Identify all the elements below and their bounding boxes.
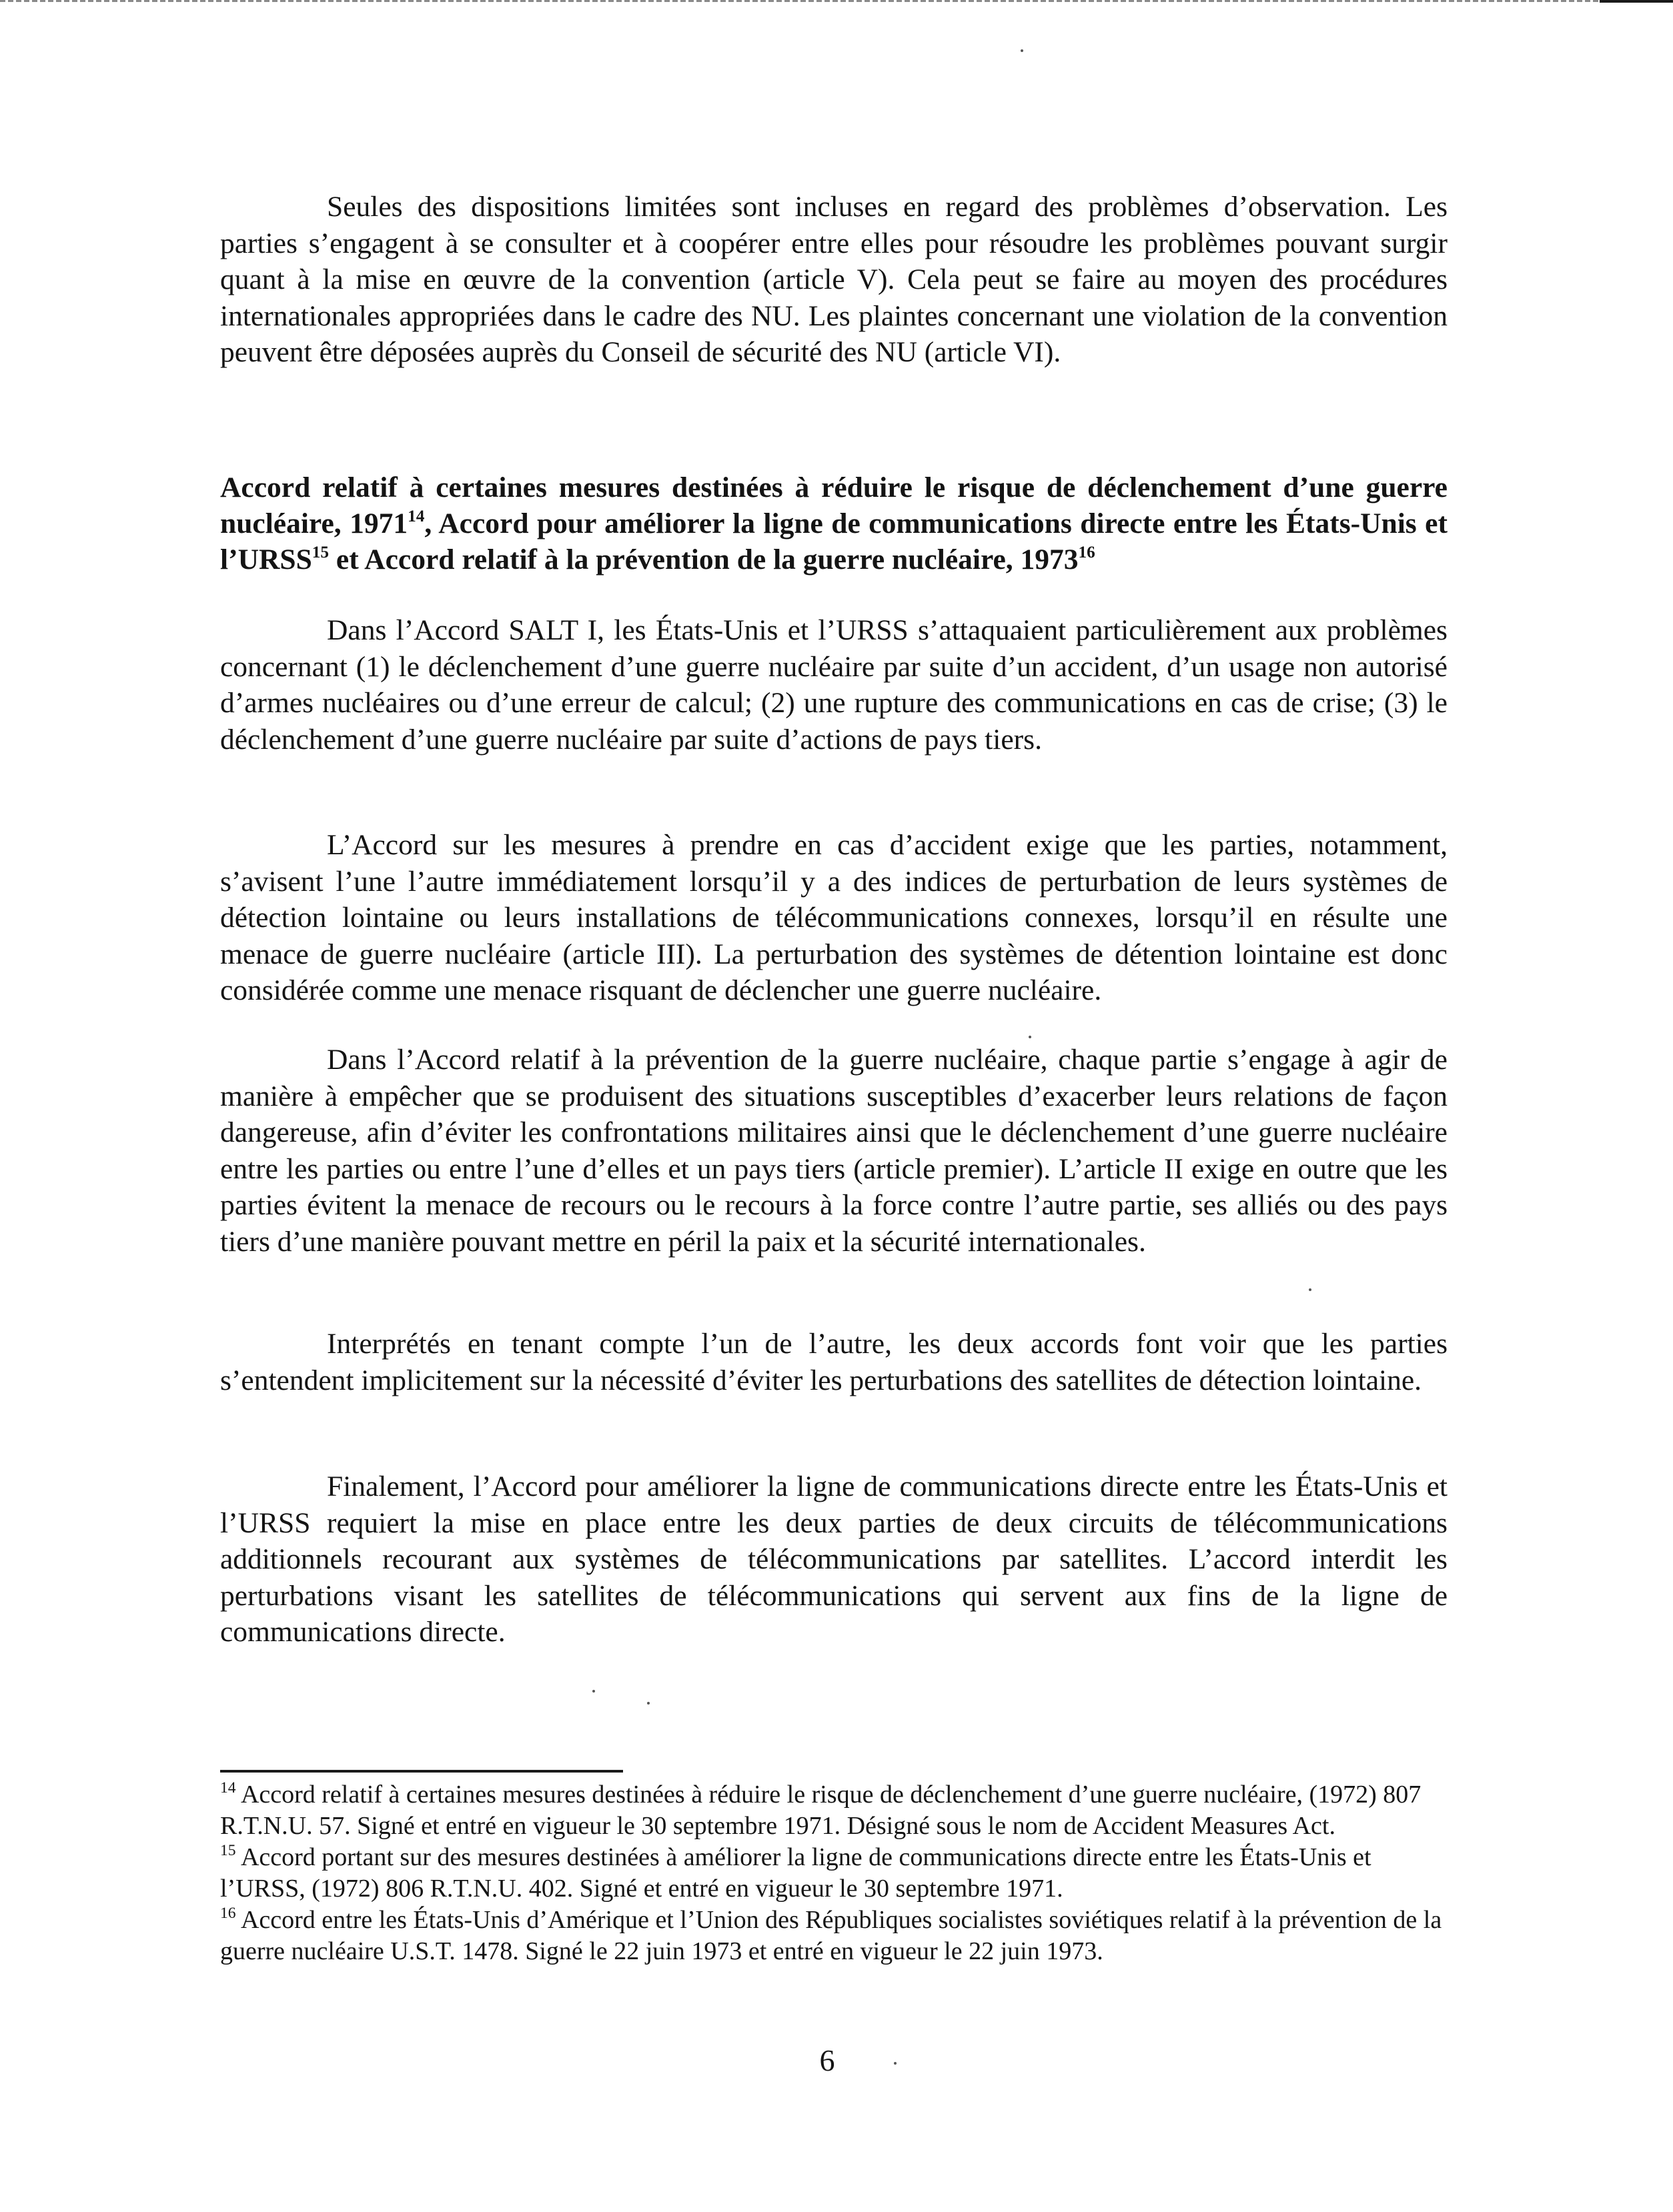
footnote-number-15: 15 (220, 1842, 236, 1860)
footnote-text-16: Accord entre les États-Unis d’Amérique et l’Union des Républiques socialistes soviétiques relatif à la prévention de la guerre nucléaire U.S.T. 1478. Signé le 22 juin 1973 et entré en vigueur le 22 juin 1973. (220, 1906, 1442, 1965)
heading-part-3: et Accord relatif à la prévention de la guerre nucléaire, 1973 (329, 543, 1079, 576)
page-number: 6 (819, 2043, 835, 2077)
scan-speck (647, 1702, 650, 1705)
scan-speck (894, 2062, 897, 2065)
paragraph-observation: Seules des dispositions limitées sont incluses en regard des problèmes d’observation. Les parties s’engagent à se consulter et à coopérer entre elles pour résoudre les problèmes pouvant surgir quant à la mise en œuvre de la convention (article V). Cela peut se faire au moyen des procédures internationales appropriées dans le cadre des NU. Les plaintes concernant une violation de la convention peuvent être déposées auprès du Conseil de sécurité des NU (article VI). (220, 191, 1448, 368)
scan-speck (592, 1690, 595, 1693)
scan-speck (1029, 1036, 1031, 1038)
paragraph-accident-measures: L’Accord sur les mesures à prendre en cas d’accident exige que les parties, notamment, s’avisent l’une l’autre immédiatement lorsqu’il y a des indices de perturbation de leurs systèmes de détection lointaine ou leurs installations de télécommunications connexes, lorsqu’il en résulte une menace de guerre nucléaire (article III). La perturbation des systèmes de détention lointaine est donc considérée comme une menace risquant de déclencher une guerre nucléaire. (220, 829, 1448, 1006)
footnote-15 (220, 1842, 1448, 1905)
footnote-number-14: 14 (220, 1779, 236, 1797)
footnote-ref-15: 15 (312, 543, 330, 562)
paragraph-hotline: Finalement, l’Accord pour améliorer la ligne de communications directe entre les États-Unis et l’URSS requiert la mise en place entre les deux parties de deux circuits de télécommunications additionnels recourant aux systèmes de télécommunications par satellites. L’accord interdit les perturbations visant les satellites de télécommunications qui servent aux fins de la ligne de communications directe. (220, 1470, 1448, 1648)
scan-edge-line (0, 0, 1673, 2)
section-heading (220, 469, 1448, 578)
paragraph-prevention: Dans l’Accord relatif à la prévention de la guerre nucléaire, chaque partie s’engage à agir de manière à empêcher que se produisent des situations susceptibles d’exacerber leurs relations de façon dangereuse, afin d’éviter les confrontations militaires ainsi que le déclenchement d’une guerre nucléaire entre les parties ou entre l’une d’elles et un pays tiers (article premier). L’article II exige en outre que les parties évitent la menace de recours ou le recours à la force contre l’autre partie, ses alliés ou des pays tiers d’une manière pouvant mettre en péril la paix et la sécurité internationales. (220, 1044, 1448, 1258)
footnote-14 (220, 1779, 1448, 1842)
paragraph-salt: Dans l’Accord SALT I, les États-Unis et l’URSS s’attaquaient particulièrement aux problèmes concernant (1) le déclenchement d’une guerre nucléaire par suite d’un accident, d’un usage non autorisé d’armes nucléaires ou d’une erreur de calcul; (2) une rupture des communications en cas de crise; (3) le déclenchement d’une guerre nucléaire par suite d’actions de pays tiers. (220, 614, 1448, 756)
heading-part-1: Accord relatif à certaines mesures destinées à réduire le risque de déclenchement d’une guerre nucléaire, 1971 (220, 471, 1448, 539)
scan-edge-corner (1600, 0, 1673, 3)
paragraph-interpretation: Interprétés en tenant compte l’un de l’autre, les deux accords font voir que les parties s’entendent implicitement sur la nécessité d’éviter les perturbations des satellites de détection lointaine. (220, 1328, 1448, 1396)
scan-speck (1021, 49, 1023, 52)
heading-part-2: , Accord pour améliorer la ligne de communications directe entre les États-Unis et l’URSS (220, 507, 1448, 576)
footnote-text-14: Accord relatif à certaines mesures destinées à réduire le risque de déclenchement d’une guerre nucléaire, (1972) 807 R.T.N.U. 57. Signé et entré en vigueur le 30 septembre 1971. Désigné sous le nom de Accident Measures Act. (220, 1781, 1422, 1840)
footnote-number-16: 16 (220, 1905, 236, 1923)
footnote-ref-16: 16 (1078, 543, 1095, 562)
footnote-ref-14: 14 (408, 507, 425, 526)
footnote-16 (220, 1905, 1448, 1967)
footnotes (220, 1779, 1448, 1967)
footnote-text-15: Accord portant sur des mesures destinées à améliorer la ligne de communications directe entre les États-Unis et l’URSS, (1972) 806 R.T.N.U. 402. Signé et entré en vigueur le 30 septembre 1971. (220, 1843, 1371, 1903)
scan-speck (1309, 1288, 1311, 1291)
footnote-separator (220, 1770, 623, 1773)
